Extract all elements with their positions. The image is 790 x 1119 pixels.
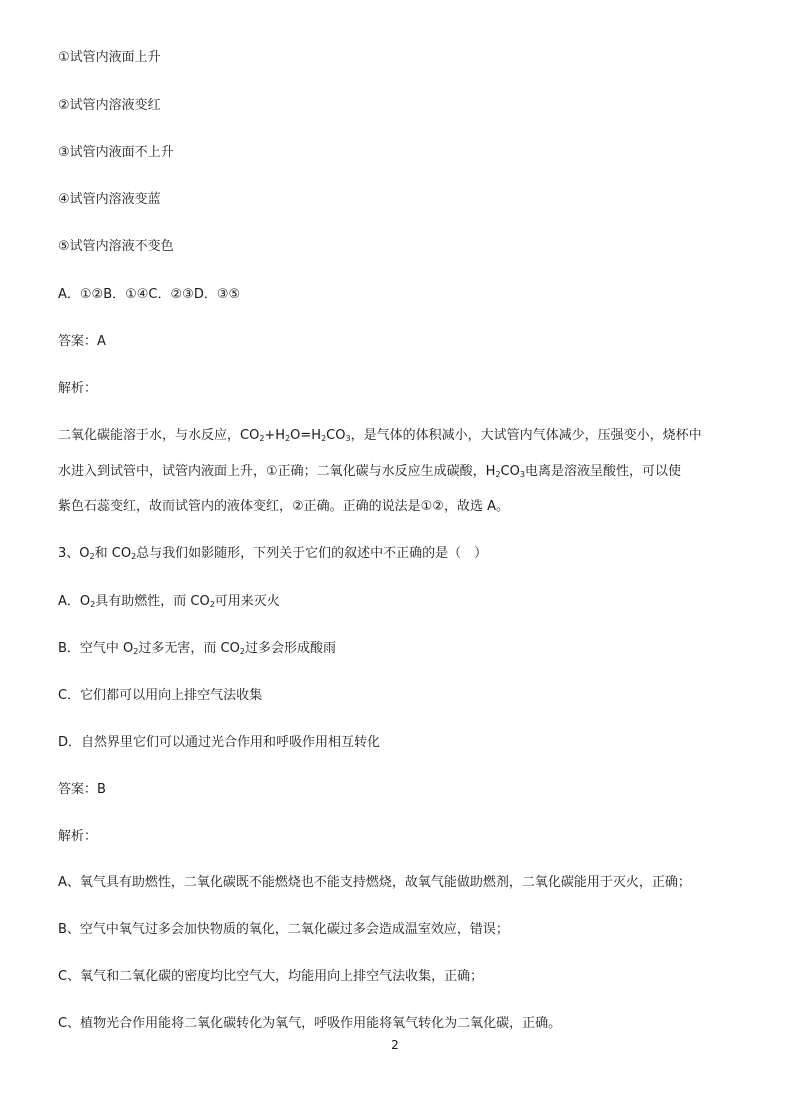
q2-answer: 答案：A [58,334,106,349]
q2-analysis-line-3: 紫色石蕊变红，故而试管内的液体变红，②正确。正确的说法是①②，故选 A。 [58,499,509,514]
q2-analysis-label: 解析： [58,381,98,396]
q3-answer: 答案：B [58,782,106,797]
q3-option-b: B．空气中 $O_2$过多无害，而 $CO_2$过多会形成酸雨 [58,641,336,656]
q3-analysis-d: C、植物光合作用能将二氧化碳转化为氧气，呼吸作用能将氧气转化为二氧化碳，正确。 [58,1016,562,1031]
statement-3: ③试管内液面不上升 [58,145,174,160]
q2-analysis-line-1: 二氧化碳能溶于水，与水反应，$CO_2+H_2O=H_2CO_3$，是气体的体积减小，大试管内气体减少，压强变小，烧杯中 [58,428,702,443]
q3-analysis-b: B、空气中氧气过多会加快物质的氧化，二氧化碳过多会造成温室效应，错误； [58,922,509,937]
statement-4: ④试管内溶液变蓝 [58,192,161,207]
q3-analysis-label: 解析： [58,829,98,844]
q3-stem: 3、$O_2$和 $CO_2$总与我们如影随形，下列关于它们的叙述中不正确的是（ ） [58,546,488,561]
page-number: 2 [391,1038,399,1052]
statement-2: ②试管内溶液变红 [58,98,161,113]
statement-5: ⑤试管内溶液不变色 [58,239,174,254]
q3-option-a: A．$O_2$具有助燃性，而 $CO_2$可用来灭火 [58,594,280,609]
q3-option-d: D．自然界里它们可以通过光合作用和呼吸作用相互转化 [58,735,381,750]
q3-option-c: C．它们都可以用向上排空气法收集 [58,688,263,703]
q2-analysis-line-2: 水进入到试管中，试管内液面上升，①正确；二氧化碳与水反应生成碳酸，$H_2CO_3$电离是溶液呈酸性，可以使 [58,464,681,479]
q3-analysis-c: C、氧气和二氧化碳的密度均比空气大，均能用向上排空气法收集，正确； [58,969,484,984]
q2-options: A．①②B．①④C．②③D．③⑤ [58,287,241,302]
statement-1: ①试管内液面上升 [58,50,161,65]
q3-analysis-a: A、氧气具有助燃性，二氧化碳既不能燃烧也不能支持燃烧，故氧气能做助燃剂，二氧化碳能用于灭火，正确； [58,875,691,890]
